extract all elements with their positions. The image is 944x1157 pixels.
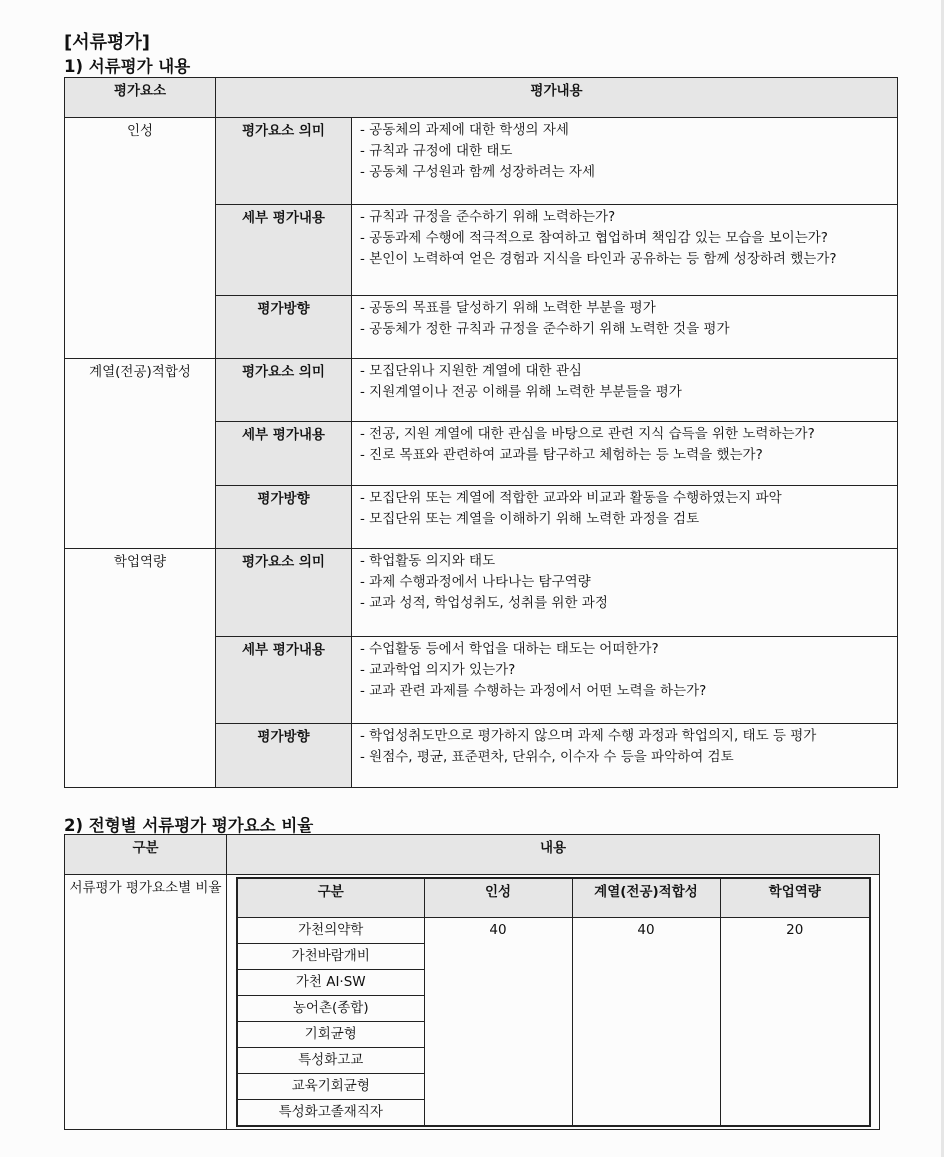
criteria-line: - 모집단위 또는 계열에 적합한 교과와 비교과 활동을 수행하였는지 파악 bbox=[360, 490, 782, 506]
header-content: 내용 bbox=[227, 835, 880, 875]
criteria-line: - 교과 관련 과제를 수행하는 과정에서 어떤 노력을 하는가? bbox=[360, 683, 707, 699]
ratio-value: 20 bbox=[720, 918, 870, 1127]
section1-heading: 1) 서류평가 내용 bbox=[64, 57, 191, 76]
criteria-line: - 지원계열이나 전공 이해를 위해 노력한 부분들을 평가 bbox=[360, 384, 682, 400]
criteria-label: 평가방향 bbox=[216, 296, 352, 359]
ratio-inner-table bbox=[236, 877, 871, 1127]
evaluation-element: 학업역량 bbox=[65, 549, 216, 788]
inner-header: 계열(전공)적합성 bbox=[572, 878, 720, 918]
criteria-content bbox=[352, 118, 898, 205]
criteria-line: - 진로 목표와 관련하여 교과를 탐구하고 체험하는 등 노력을 했는가? bbox=[360, 447, 763, 463]
ratio-value: 40 bbox=[424, 918, 572, 1127]
criteria-content bbox=[352, 549, 898, 637]
admission-type: 가천의약학 bbox=[237, 918, 424, 944]
criteria-line: - 공동의 목표를 달성하기 위해 노력한 부분을 평가 bbox=[360, 300, 656, 316]
criteria-line: - 학업활동 의지와 태도 bbox=[360, 553, 496, 569]
ratio-value: 40 bbox=[572, 918, 720, 1127]
evaluation-row bbox=[65, 549, 898, 637]
inner-header: 구분 bbox=[237, 878, 424, 918]
admission-type: 특성화고교 bbox=[237, 1048, 424, 1074]
criteria-content bbox=[352, 422, 898, 486]
criteria-line: - 규칙과 규정에 대한 태도 bbox=[360, 143, 513, 159]
criteria-line: - 공동체의 과제에 대한 학생의 자세 bbox=[360, 122, 569, 138]
criteria-line: - 학업성취도만으로 평가하지 않으며 과제 수행 과정과 학업의지, 태도 등 평가 bbox=[360, 728, 817, 744]
criteria-content bbox=[352, 296, 898, 359]
header-element: 평가요소 bbox=[65, 78, 216, 118]
criteria-content bbox=[352, 637, 898, 724]
evaluation-element: 인성 bbox=[65, 118, 216, 359]
criteria-label: 세부 평가내용 bbox=[216, 637, 352, 724]
criteria-line: - 규칙과 규정을 준수하기 위해 노력하는가? bbox=[360, 209, 616, 225]
criteria-label: 평가요소 의미 bbox=[216, 118, 352, 205]
criteria-label: 평가방향 bbox=[216, 486, 352, 549]
evaluation-element: 계열(전공)적합성 bbox=[65, 359, 216, 549]
criteria-content bbox=[352, 205, 898, 296]
criteria-content bbox=[352, 724, 898, 788]
evaluation-row bbox=[65, 359, 898, 422]
criteria-line: - 교과학업 의지가 있는가? bbox=[360, 662, 516, 678]
admission-type: 가천바람개비 bbox=[237, 944, 424, 970]
inner-header: 인성 bbox=[424, 878, 572, 918]
criteria-label: 평가요소 의미 bbox=[216, 549, 352, 637]
criteria-line: - 과제 수행과정에서 나타나는 탐구역량 bbox=[360, 574, 591, 590]
criteria-line: - 모집단위 또는 계열을 이해하기 위해 노력한 과정을 검토 bbox=[360, 511, 700, 527]
evaluation-row bbox=[65, 118, 898, 205]
criteria-line: - 공동과제 수행에 적극적으로 참여하고 협업하며 책임감 있는 모습을 보이는가? bbox=[360, 230, 828, 246]
criteria-line: - 모집단위나 지원한 계열에 대한 관심 bbox=[360, 363, 582, 379]
criteria-line: - 본인이 노력하여 얻은 경험과 지식을 타인과 공유하는 등 함께 성장하려 했는가? bbox=[360, 251, 837, 267]
criteria-label: 세부 평가내용 bbox=[216, 205, 352, 296]
document-title: [서류평가] bbox=[64, 32, 151, 53]
criteria-label: 평가요소 의미 bbox=[216, 359, 352, 422]
admission-type: 기회균형 bbox=[237, 1022, 424, 1048]
row-label: 서류평가 평가요소별 비율 bbox=[65, 875, 227, 1130]
header-content: 평가내용 bbox=[216, 78, 898, 118]
admission-type: 농어촌(종합) bbox=[237, 996, 424, 1022]
criteria-line: - 교과 성적, 학업성취도, 성취를 위한 과정 bbox=[360, 595, 608, 611]
inner-header: 학업역량 bbox=[720, 878, 870, 918]
criteria-content bbox=[352, 486, 898, 549]
criteria-line: - 원점수, 평균, 표준편차, 단위수, 이수자 수 등을 파악하여 검토 bbox=[360, 749, 734, 765]
header-category: 구분 bbox=[65, 835, 227, 875]
criteria-line: - 공동체가 정한 규칙과 규정을 준수하기 위해 노력한 것을 평가 bbox=[360, 321, 730, 337]
criteria-line: - 전공, 지원 계열에 대한 관심을 바탕으로 관련 지식 습득을 위한 노력하는가? bbox=[360, 426, 815, 442]
section2-heading: 2) 전형별 서류평가 평가요소 비율 bbox=[64, 816, 314, 835]
criteria-label: 평가방향 bbox=[216, 724, 352, 788]
criteria-label: 세부 평가내용 bbox=[216, 422, 352, 486]
criteria-content bbox=[352, 359, 898, 422]
admission-type: 특성화고졸재직자 bbox=[237, 1100, 424, 1127]
ratio-table bbox=[64, 834, 880, 1130]
admission-type: 가천 AI·SW bbox=[237, 970, 424, 996]
admission-type: 교육기회균형 bbox=[237, 1074, 424, 1100]
criteria-line: - 수업활동 등에서 학업을 대하는 태도는 어떠한가? bbox=[360, 641, 659, 657]
criteria-line: - 공동체 구성원과 함께 성장하려는 자세 bbox=[360, 164, 595, 180]
evaluation-content-table bbox=[64, 77, 898, 788]
